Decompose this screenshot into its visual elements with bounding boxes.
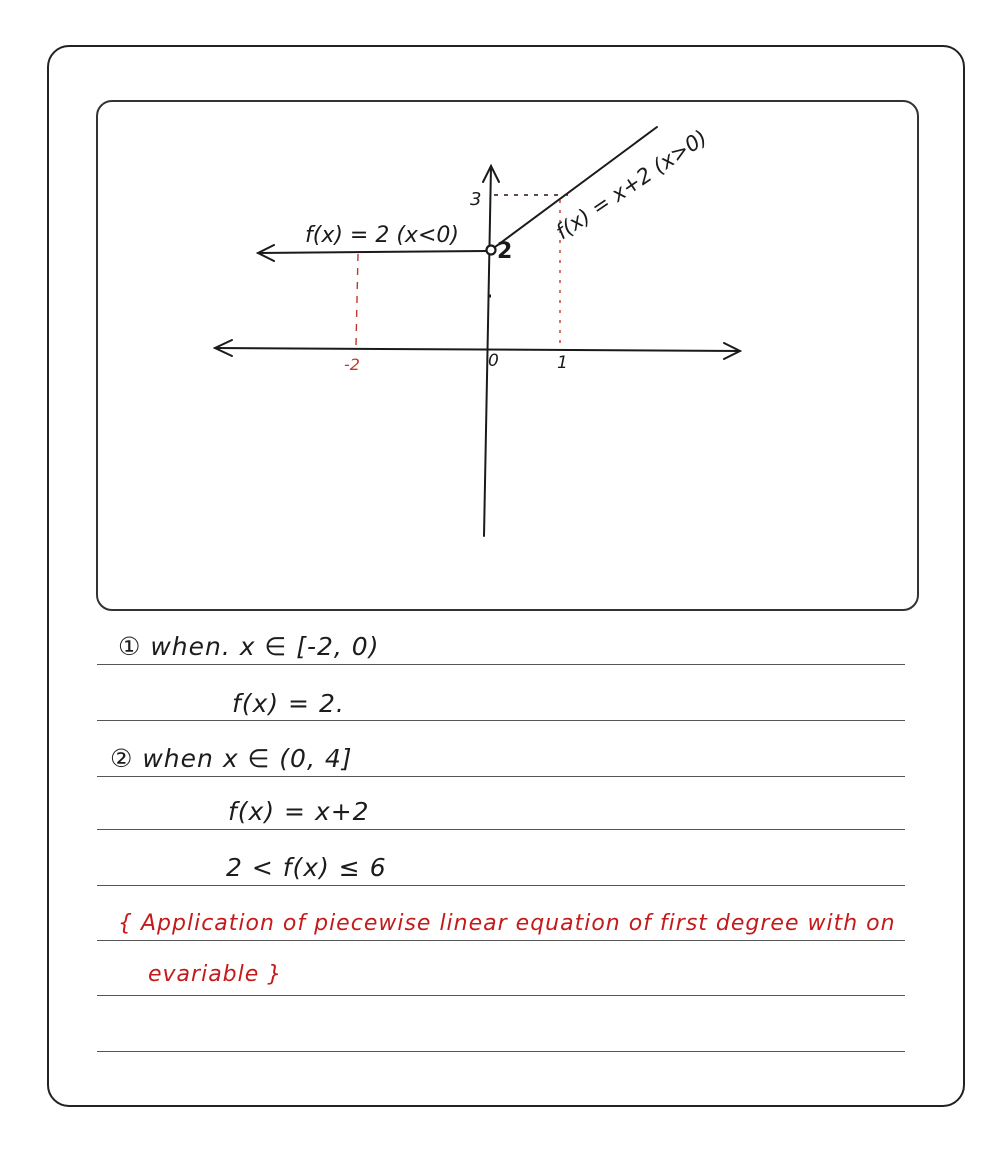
case-2-function: f(x) = x+2 [228, 797, 370, 826]
label-right-function: f(x) = x+2 (x>0) [551, 125, 712, 245]
point-label-2: 2 [497, 239, 513, 264]
y-tick-label-3: 3 [470, 189, 482, 210]
rule-line-3 [97, 776, 905, 777]
open-point-0-2 [487, 246, 496, 255]
x-tick-label-1: 1 [557, 353, 568, 373]
case-2-condition: ② when x ∈ (0, 4] [110, 744, 353, 773]
rule-line-4 [97, 829, 905, 830]
guide-lines [356, 195, 570, 346]
rule-line-8 [97, 1051, 905, 1052]
label-left-function: f(x) = 2 (x<0) [305, 223, 459, 248]
annotation-note-line-1: { Application of piecewise linear equation of first degree with on [118, 911, 896, 936]
rule-line-6 [97, 940, 905, 941]
case-1-result: f(x) = 2. [232, 689, 345, 718]
rule-line-7 [97, 995, 905, 996]
rule-line-2 [97, 720, 905, 721]
rule-line-5 [97, 885, 905, 886]
case-2-range: 2 < f(x) ≤ 6 [226, 853, 387, 882]
rule-line-1 [97, 664, 905, 665]
case-1-condition: ① when. x ∈ [-2, 0) [118, 632, 380, 661]
annotation-note-line-2: evariable } [148, 962, 283, 987]
x-tick-label-0: 0 [488, 351, 499, 371]
x-tick-label-neg2: -2 [344, 355, 360, 374]
x-axis [215, 340, 740, 359]
